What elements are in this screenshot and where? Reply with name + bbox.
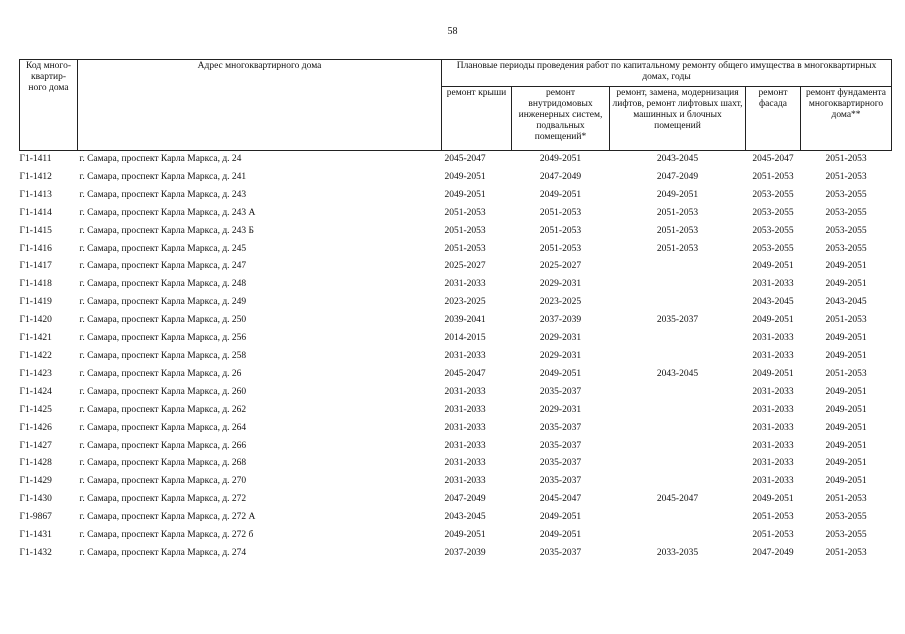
cell-roof: 2045-2047 — [444, 368, 486, 379]
cell-code: Г1-9867 — [19, 512, 52, 523]
header-foundation: ремонт фундамента многоквартирного дома** — [801, 87, 892, 151]
cell-facade: 2053-2055 — [752, 225, 794, 236]
cell-facade: 2051-2053 — [752, 512, 794, 523]
repair-schedule-table — [19, 59, 892, 563]
cell-elevators: 2045-2047 — [656, 494, 699, 505]
table-row — [20, 509, 892, 527]
table-row — [20, 455, 892, 473]
cell-roof: 2023-2025 — [444, 297, 486, 308]
cell-systems: 2029-2031 — [539, 404, 582, 415]
table-row — [20, 258, 892, 276]
cell-roof: 2039-2041 — [444, 315, 486, 326]
table-row — [20, 294, 892, 312]
cell-elevators: 2051-2053 — [656, 207, 699, 218]
cell-foundation: 2051-2053 — [825, 315, 867, 326]
cell-systems: 2029-2031 — [539, 350, 582, 361]
cell-address: г. Самара, проспект Карла Маркса, д. 249 — [79, 297, 247, 308]
table-row — [20, 330, 892, 348]
cell-facade: 2031-2033 — [752, 386, 794, 397]
cell-facade: 2031-2033 — [752, 458, 794, 469]
cell-foundation: 2051-2053 — [825, 171, 867, 182]
cell-elevators — [610, 294, 746, 312]
cell-foundation: 2053-2055 — [825, 189, 867, 200]
cell-elevators: 2049-2051 — [656, 189, 699, 200]
cell-address: г. Самара, проспект Карла Маркса, д. 272 — [79, 494, 247, 505]
cell-roof: 2051-2053 — [444, 207, 486, 218]
cell-code: Г1-1422 — [19, 350, 52, 361]
cell-foundation: 2049-2051 — [825, 476, 867, 487]
cell-systems: 2049-2051 — [539, 154, 582, 164]
cell-roof: 2031-2033 — [444, 279, 486, 290]
cell-facade: 2053-2055 — [752, 189, 794, 200]
cell-systems: 2049-2051 — [539, 189, 582, 200]
cell-systems: 2047-2049 — [539, 171, 582, 182]
cell-address: г. Самара, проспект Карла Маркса, д. 272 А — [79, 512, 256, 523]
cell-systems: 2029-2031 — [539, 333, 582, 344]
cell-foundation: 2049-2051 — [825, 422, 867, 433]
cell-systems: 2035-2037 — [539, 458, 582, 469]
cell-roof: 2031-2033 — [444, 458, 486, 469]
cell-address: г. Самара, проспект Карла Маркса, д. 272 б — [79, 530, 254, 541]
cell-code: Г1-1431 — [19, 530, 52, 541]
cell-code: Г1-1432 — [19, 547, 52, 558]
cell-foundation: 2043-2045 — [825, 297, 867, 308]
cell-code: Г1-1413 — [19, 189, 52, 200]
cell-systems: 2035-2037 — [539, 386, 582, 397]
cell-code: Г1-1414 — [19, 207, 52, 218]
cell-foundation: 2053-2055 — [825, 225, 867, 236]
cell-roof: 2049-2051 — [444, 189, 486, 200]
table-row — [20, 348, 892, 366]
cell-address: г. Самара, проспект Карла Маркса, д. 274 — [79, 547, 247, 558]
cell-facade: 2031-2033 — [752, 422, 794, 433]
cell-elevators — [610, 402, 746, 420]
cell-elevators: 2051-2053 — [656, 225, 699, 236]
table-row — [20, 205, 892, 223]
cell-facade: 2049-2051 — [752, 315, 794, 326]
cell-facade: 2053-2055 — [752, 243, 794, 254]
cell-elevators — [610, 473, 746, 491]
cell-address: г. Самара, проспект Карла Маркса, д. 247 — [79, 261, 247, 272]
cell-code: Г1-1417 — [19, 261, 52, 272]
cell-foundation: 2053-2055 — [825, 530, 867, 541]
cell-code: Г1-1421 — [19, 333, 52, 344]
cell-roof: 2031-2033 — [444, 386, 486, 397]
cell-code: Г1-1418 — [19, 279, 52, 290]
cell-facade: 2031-2033 — [752, 333, 794, 344]
cell-address: г. Самара, проспект Карла Маркса, д. 24 — [79, 154, 242, 164]
header-address: Адрес многоквартирного дома — [78, 60, 442, 151]
cell-roof: 2037-2039 — [444, 547, 486, 558]
cell-foundation: 2051-2053 — [825, 494, 867, 505]
cell-address: г. Самара, проспект Карла Маркса, д. 262 — [79, 404, 247, 415]
cell-systems: 2049-2051 — [539, 530, 582, 541]
cell-roof: 2047-2049 — [444, 494, 486, 505]
table-row — [20, 402, 892, 420]
table-row — [20, 169, 892, 187]
cell-foundation: 2049-2051 — [825, 261, 867, 272]
cell-facade: 2049-2051 — [752, 368, 794, 379]
cell-roof: 2031-2033 — [444, 476, 486, 487]
table-row — [20, 276, 892, 294]
cell-roof: 2014-2015 — [444, 333, 486, 344]
cell-roof: 2049-2051 — [444, 530, 486, 541]
header-code: Код много-квартир-ного дома — [20, 60, 78, 151]
cell-elevators — [610, 384, 746, 402]
cell-address: г. Самара, проспект Карла Маркса, д. 241 — [79, 171, 247, 182]
table-row — [20, 473, 892, 491]
cell-address: г. Самара, проспект Карла Маркса, д. 245 — [79, 243, 247, 254]
cell-address: г. Самара, проспект Карла Маркса, д. 260 — [79, 386, 247, 397]
cell-code: Г1-1412 — [19, 171, 52, 182]
cell-foundation: 2049-2051 — [825, 279, 867, 290]
cell-code: Г1-1420 — [19, 315, 52, 326]
cell-roof: 2049-2051 — [444, 171, 486, 182]
cell-code: Г1-1424 — [19, 386, 52, 397]
cell-roof: 2051-2053 — [444, 225, 486, 236]
cell-facade: 2049-2051 — [752, 261, 794, 272]
header-systems: ремонт внутридомовых инженерных систем, подвальных помещений* — [512, 87, 610, 151]
cell-systems: 2029-2031 — [539, 279, 582, 290]
cell-systems: 2051-2053 — [539, 225, 582, 236]
cell-foundation: 2053-2055 — [825, 512, 867, 523]
cell-systems: 2045-2047 — [539, 494, 582, 505]
table-row — [20, 420, 892, 438]
cell-elevators: 2043-2045 — [656, 154, 699, 164]
cell-address: г. Самара, проспект Карла Маркса, д. 243 Б — [79, 225, 255, 236]
cell-systems: 2035-2037 — [539, 422, 582, 433]
cell-systems: 2035-2037 — [539, 547, 582, 558]
cell-elevators: 2035-2037 — [656, 315, 699, 326]
cell-foundation: 2049-2051 — [825, 458, 867, 469]
page-number: 58 — [447, 26, 458, 37]
cell-address: г. Самара, проспект Карла Маркса, д. 270 — [79, 476, 247, 487]
table-row — [20, 187, 892, 205]
cell-systems: 2035-2037 — [539, 476, 582, 487]
cell-facade: 2031-2033 — [752, 440, 794, 451]
cell-elevators: 2033-2035 — [656, 547, 699, 558]
cell-elevators — [610, 420, 746, 438]
cell-facade: 2045-2047 — [752, 154, 794, 164]
cell-roof: 2025-2027 — [444, 261, 486, 272]
cell-foundation: 2049-2051 — [825, 404, 867, 415]
cell-address: г. Самара, проспект Карла Маркса, д. 264 — [79, 422, 247, 433]
cell-elevators: 2047-2049 — [656, 171, 699, 182]
cell-elevators — [610, 527, 746, 545]
cell-code: Г1-1411 — [19, 154, 52, 164]
cell-elevators — [610, 438, 746, 456]
cell-facade: 2047-2049 — [752, 547, 794, 558]
cell-facade: 2053-2055 — [752, 207, 794, 218]
table-row — [20, 491, 892, 509]
cell-roof: 2045-2047 — [444, 154, 486, 164]
cell-address: г. Самара, проспект Карла Маркса, д. 250 — [79, 315, 247, 326]
table-header — [20, 60, 892, 151]
cell-code: Г1-1429 — [19, 476, 52, 487]
cell-code: Г1-1416 — [19, 243, 52, 254]
cell-systems: 2049-2051 — [539, 368, 582, 379]
header-elevators: ремонт, замена, модернизация лифтов, ремонт лифтовых шахт, машинных и блочных помещений — [610, 87, 746, 151]
cell-code: Г1-1425 — [19, 404, 52, 415]
cell-facade: 2031-2033 — [752, 476, 794, 487]
cell-foundation: 2049-2051 — [825, 350, 867, 361]
cell-address: г. Самара, проспект Карла Маркса, д. 26 — [79, 368, 242, 379]
table-row — [20, 527, 892, 545]
cell-systems: 2025-2027 — [539, 261, 582, 272]
cell-code: Г1-1428 — [19, 458, 52, 469]
cell-address: г. Самара, проспект Карла Маркса, д. 243 А — [79, 207, 256, 218]
cell-code: Г1-1427 — [19, 440, 52, 451]
cell-code: Г1-1423 — [19, 368, 52, 379]
table-row — [20, 366, 892, 384]
cell-systems: 2023-2025 — [539, 297, 582, 308]
cell-systems: 2051-2053 — [539, 243, 582, 254]
cell-address: г. Самара, проспект Карла Маркса, д. 258 — [79, 350, 247, 361]
cell-foundation: 2049-2051 — [825, 386, 867, 397]
cell-facade: 2031-2033 — [752, 404, 794, 415]
cell-address: г. Самара, проспект Карла Маркса, д. 248 — [79, 279, 247, 290]
cell-systems: 2035-2037 — [539, 440, 582, 451]
cell-roof: 2031-2033 — [444, 440, 486, 451]
cell-systems: 2051-2053 — [539, 207, 582, 218]
cell-elevators — [610, 348, 746, 366]
header-roof: ремонт крыши — [442, 87, 512, 151]
cell-elevators: 2051-2053 — [656, 243, 699, 254]
cell-foundation: 2051-2053 — [825, 547, 867, 558]
cell-address: г. Самара, проспект Карла Маркса, д. 256 — [79, 333, 247, 344]
cell-code: Г1-1419 — [19, 297, 52, 308]
cell-facade: 2051-2053 — [752, 530, 794, 541]
table-row — [20, 438, 892, 456]
cell-elevators — [610, 330, 746, 348]
table-row — [20, 223, 892, 241]
cell-elevators — [610, 455, 746, 473]
cell-roof: 2051-2053 — [444, 243, 486, 254]
cell-elevators — [610, 258, 746, 276]
table-row — [20, 384, 892, 402]
cell-elevators — [610, 276, 746, 294]
cell-facade: 2051-2053 — [752, 171, 794, 182]
table-row — [20, 545, 892, 563]
cell-systems: 2037-2039 — [539, 315, 582, 326]
cell-foundation: 2053-2055 — [825, 243, 867, 254]
cell-facade: 2049-2051 — [752, 494, 794, 505]
cell-roof: 2031-2033 — [444, 422, 486, 433]
cell-foundation: 2053-2055 — [825, 207, 867, 218]
cell-code: Г1-1430 — [19, 494, 52, 505]
table-row — [20, 241, 892, 259]
header-periods: Плановые периоды проведения работ по капитальному ремонту общего имущества в многоквартирных домах, годы — [442, 60, 892, 87]
cell-elevators — [610, 509, 746, 527]
cell-roof: 2043-2045 — [444, 512, 486, 523]
cell-foundation: 2051-2053 — [825, 368, 867, 379]
cell-facade: 2031-2033 — [752, 350, 794, 361]
cell-foundation: 2049-2051 — [825, 333, 867, 344]
cell-roof: 2031-2033 — [444, 404, 486, 415]
table-row — [20, 312, 892, 330]
cell-facade: 2031-2033 — [752, 279, 794, 290]
cell-systems: 2049-2051 — [539, 512, 582, 523]
cell-address: г. Самара, проспект Карла Маркса, д. 243 — [79, 189, 247, 200]
cell-foundation: 2049-2051 — [825, 440, 867, 451]
cell-facade: 2043-2045 — [752, 297, 794, 308]
cell-roof: 2031-2033 — [444, 350, 486, 361]
cell-address: г. Самара, проспект Карла Маркса, д. 268 — [79, 458, 247, 469]
cell-code: Г1-1426 — [19, 422, 52, 433]
cell-foundation: 2051-2053 — [825, 154, 867, 164]
table-row — [20, 151, 892, 169]
cell-elevators: 2043-2045 — [656, 368, 699, 379]
cell-address: г. Самара, проспект Карла Маркса, д. 266 — [79, 440, 247, 451]
cell-code: Г1-1415 — [19, 225, 52, 236]
header-facade: ремонт фасада — [746, 87, 801, 151]
table-body — [20, 151, 892, 563]
